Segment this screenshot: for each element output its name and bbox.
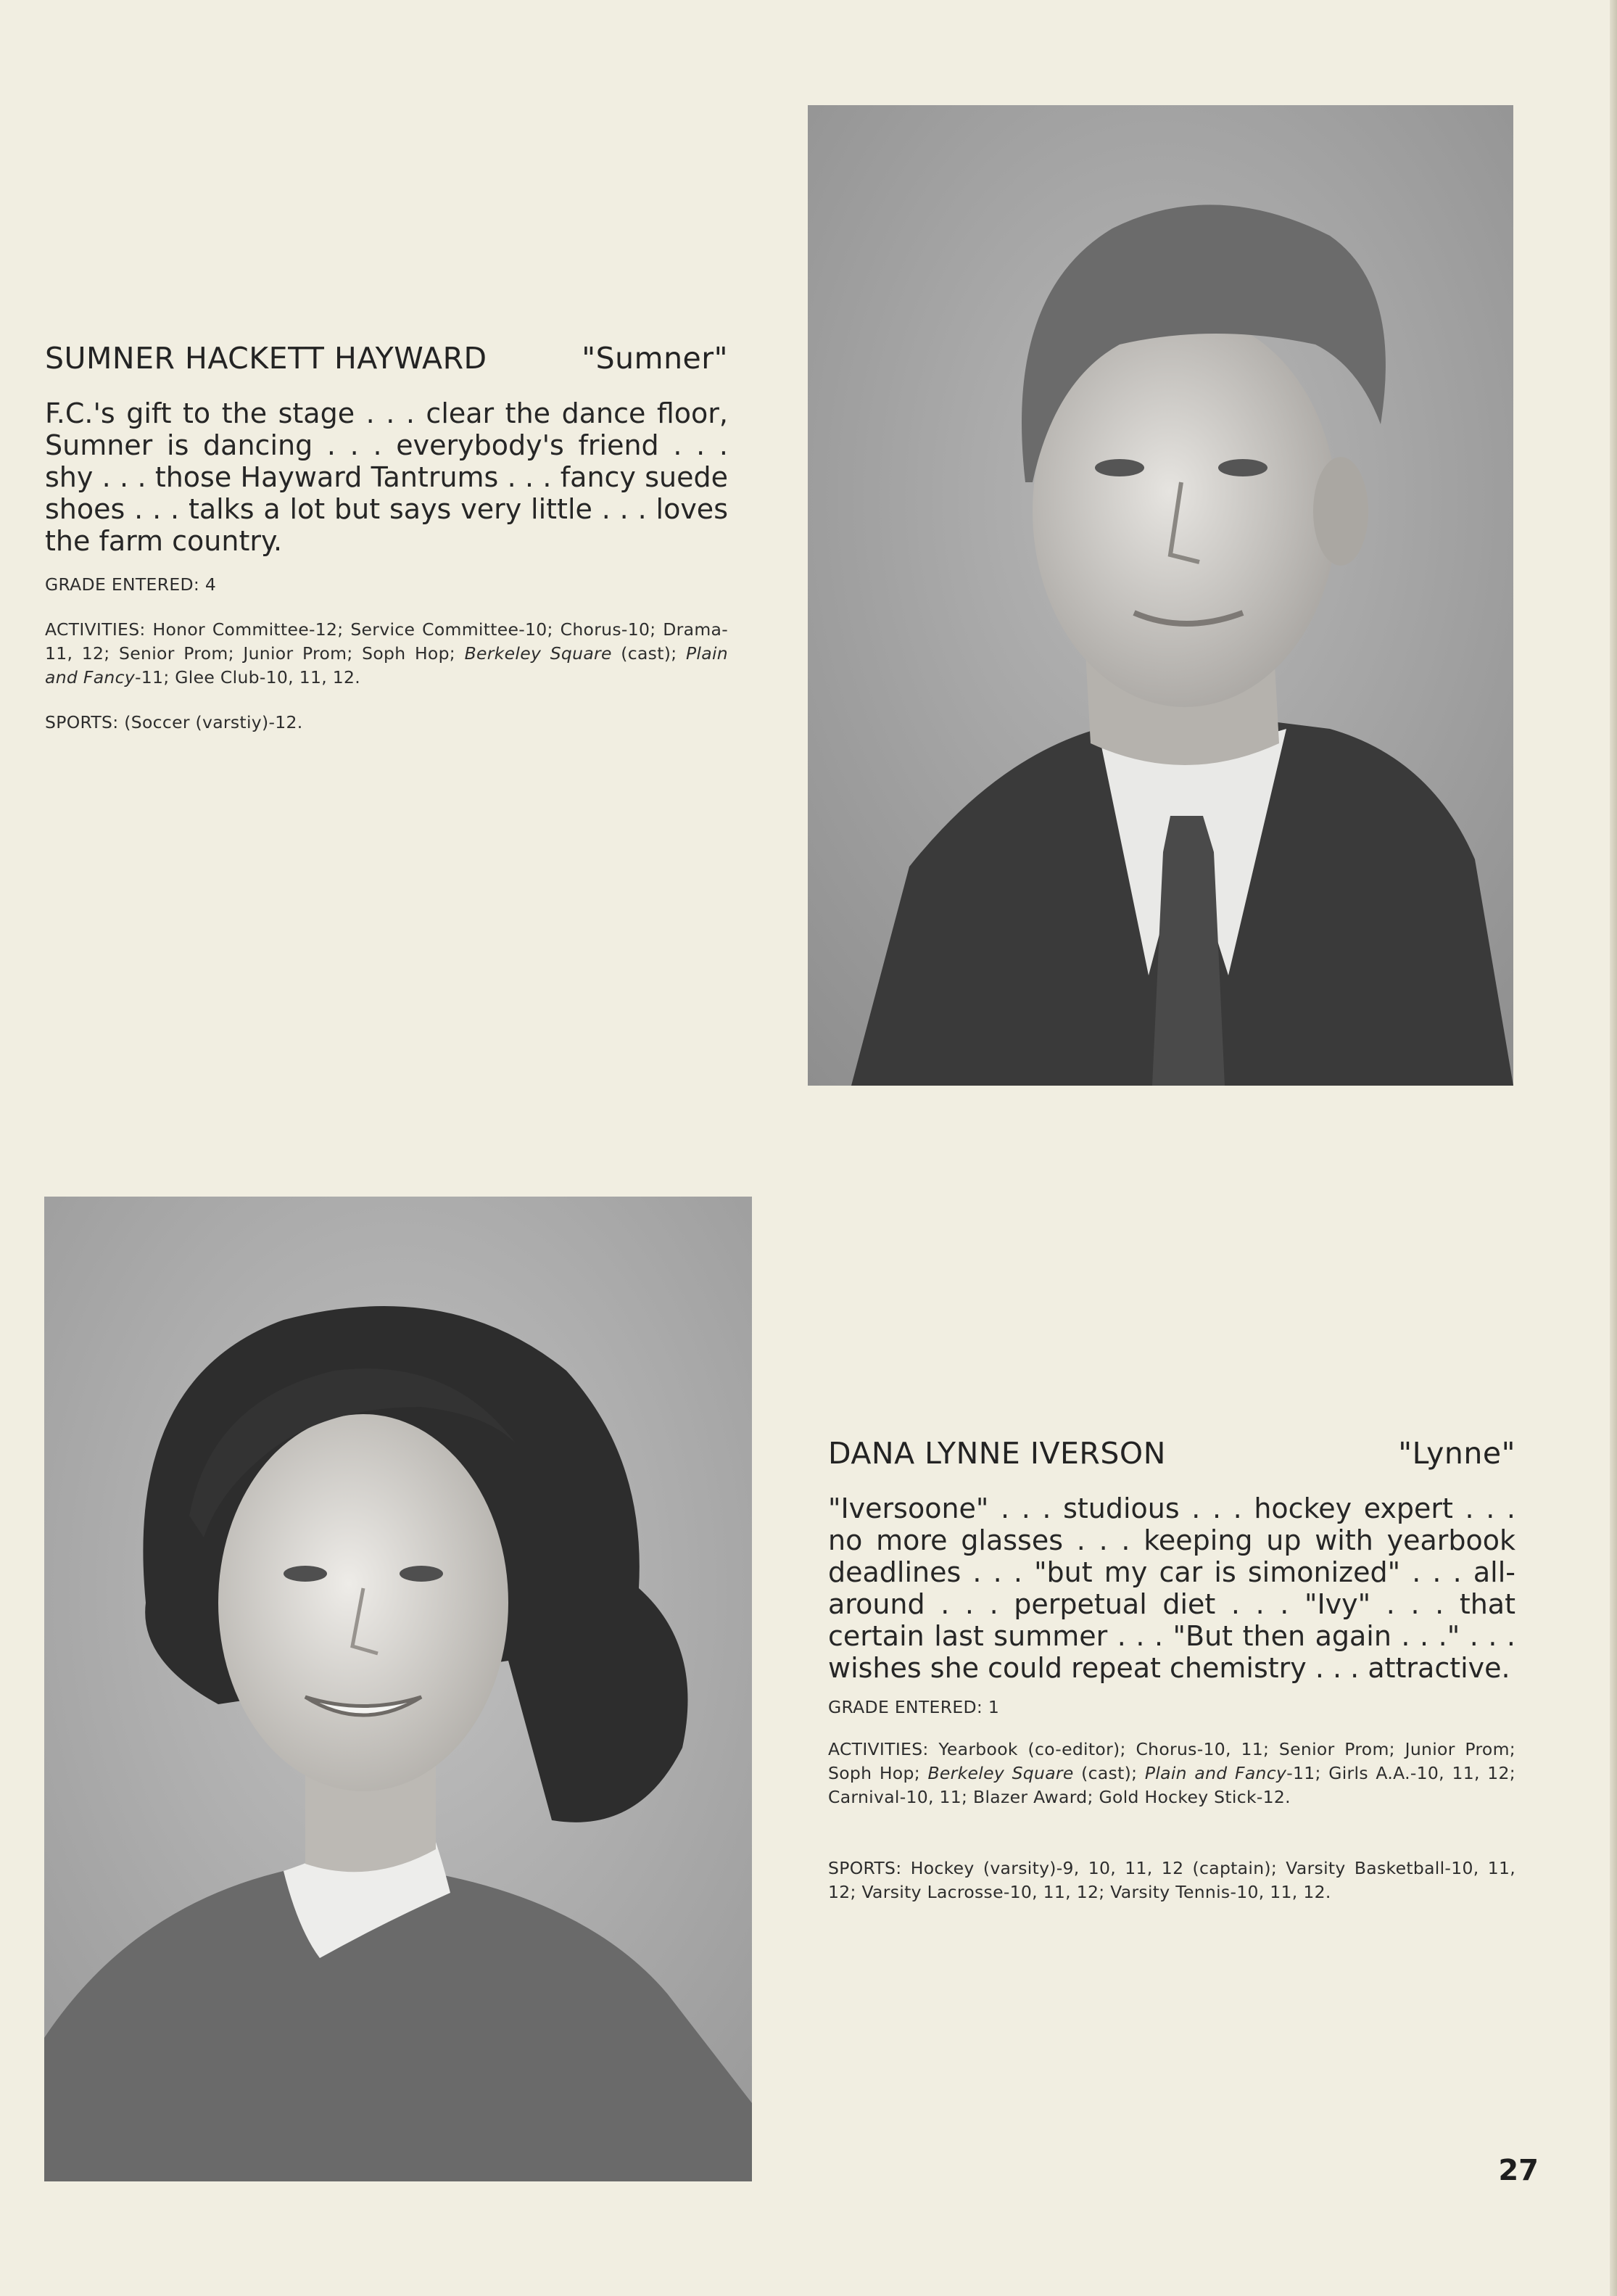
portrait-photo-girl-graphic [44,1197,752,2181]
student-name: SUMNER HACKETT HAYWARD [45,341,487,376]
portrait-photo-boy-graphic [808,105,1513,1086]
activities: ACTIVITIES: Yearbook (co-editor); Chorus-10, 11; Senior Prom; Junior Prom; Soph Hop; Berkeley Square (cast); Plain and Fancy-11; Girls A.A.-10, 11, 12; Carnival-10, 11; Blazer Award; Gold Hockey Stick-12. [828,1739,1515,1807]
student-bio: "Iversoone" . . . studious . . . hockey expert . . . no more glasses . . . keeping up with yearbook deadlines . . . "but my car is simonized" . . . all-around . . . perpetual diet . . . "Ivy" . . . that certain last summer . . . "But then again . . ." . . . wishes she could repeat chemistry . . . attractive. [828,1492,1515,1684]
student-bio: F.C.'s gift to the stage . . . clear the dance floor, Sumner is dancing . . . everybody's friend . . . shy . . . those Hayward Tantrums . . . fancy suede shoes . . . talks a lot but says very little . . . loves the farm country. [45,397,728,557]
grade-entered: GRADE ENTERED: 4 [45,574,217,595]
page-edge [1610,0,1617,2296]
sports: SPORTS: (Soccer (varstiy)-12. [45,712,303,732]
student-name-line [45,341,728,376]
student-nickname: "Sumner" [582,341,728,376]
student-name: DANA LYNNE IVERSON [828,1436,1166,1471]
sports: SPORTS: Hockey (varsity)-9, 10, 11, 12 (captain); Varsity Basketball-10, 11, 12; Varsity Lacrosse-10, 11, 12; Varsity Tennis-10, 11, 12. [828,1858,1515,1902]
portrait-photo-girl [44,1197,752,2181]
grade-entered: GRADE ENTERED: 1 [828,1697,1000,1717]
activities: ACTIVITIES: Honor Committee-12; Service Committee-10; Chorus-10; Drama-11, 12; Senior Prom; Junior Prom; Soph Hop; Berkeley Square (cast); Plain and Fancy-11; Glee Club-10, 11, 12. [45,619,728,687]
student-nickname: "Lynne" [1398,1436,1515,1471]
portrait-photo-boy [808,105,1513,1086]
page-number: 27 [1498,2154,1539,2187]
student-name-line [828,1436,1515,1471]
